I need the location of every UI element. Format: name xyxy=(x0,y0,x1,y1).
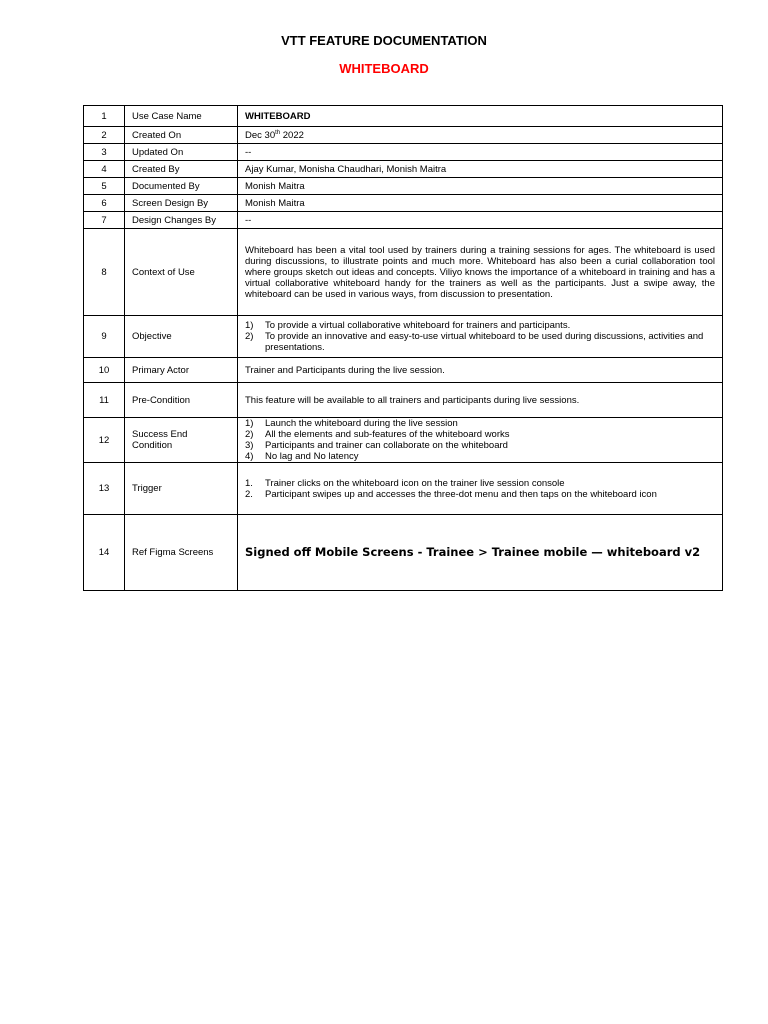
trigger-list xyxy=(245,478,715,500)
table-row xyxy=(84,178,723,195)
row-number: 10 xyxy=(84,358,125,383)
list-item: 2. Participant swipes up and accesses the three-dot menu and then taps on the whiteboard icon xyxy=(245,488,657,500)
row-label: Ref Figma Screens xyxy=(125,515,238,591)
row-number: 14 xyxy=(84,515,125,591)
list-item: 1) Launch the whiteboard during the live session xyxy=(245,418,458,429)
feature-spec-table xyxy=(83,105,723,591)
table-row xyxy=(84,463,723,515)
row-label: Screen Design By xyxy=(125,195,238,212)
row-number: 5 xyxy=(84,178,125,195)
figma-screens-link[interactable]: Signed off Mobile Screens - Trainee > Trainee mobile — whiteboard v2 xyxy=(238,515,723,591)
row-number: 11 xyxy=(84,383,125,418)
row-label: Updated On xyxy=(125,144,238,161)
row-label: Objective xyxy=(125,316,238,358)
design-changes-by-value: -- xyxy=(238,212,723,229)
row-label: Trigger xyxy=(125,463,238,515)
row-label: Pre-Condition xyxy=(125,383,238,418)
table-row xyxy=(84,106,723,127)
row-label: Context of Use xyxy=(125,229,238,316)
success-condition-list xyxy=(245,418,715,462)
success-end-condition-value xyxy=(238,418,723,463)
row-number: 2 xyxy=(84,127,125,144)
trigger-value xyxy=(238,463,723,515)
list-item: 2) All the elements and sub-features of the whiteboard works xyxy=(245,429,510,440)
row-label: Use Case Name xyxy=(125,106,238,127)
row-number: 12 xyxy=(84,418,125,463)
screen-design-by-value: Monish Maitra xyxy=(238,195,723,212)
document-subtitle: WHITEBOARD xyxy=(339,61,429,76)
table-row xyxy=(84,229,723,316)
row-label: Success End Condition xyxy=(125,418,238,463)
row-label: Documented By xyxy=(125,178,238,195)
documented-by-value: Monish Maitra xyxy=(238,178,723,195)
table-row xyxy=(84,144,723,161)
row-label: Primary Actor xyxy=(125,358,238,383)
created-on-value: Dec 30th 2022 xyxy=(238,127,723,144)
row-number: 9 xyxy=(84,316,125,358)
list-item: 2) To provide an innovative and easy-to-use virtual whiteboard to be used during discussions, activities and presentations. xyxy=(245,331,704,353)
row-number: 8 xyxy=(84,229,125,316)
row-label: Created By xyxy=(125,161,238,178)
table-row xyxy=(84,316,723,358)
table-row xyxy=(84,418,723,463)
list-item: 1) To provide a virtual collaborative whiteboard for trainers and participants. xyxy=(245,320,571,331)
primary-actor-value: Trainer and Participants during the live session. xyxy=(238,358,723,383)
row-number: 3 xyxy=(84,144,125,161)
list-item: 3) Participants and trainer can collaborate on the whiteboard xyxy=(245,440,508,451)
table-row xyxy=(84,161,723,178)
use-case-name-value: WHITEBOARD xyxy=(238,106,723,127)
row-number: 13 xyxy=(84,463,125,515)
updated-on-value: -- xyxy=(238,144,723,161)
row-number: 4 xyxy=(84,161,125,178)
objective-list xyxy=(245,320,715,353)
table-row xyxy=(84,212,723,229)
document-title: VTT FEATURE DOCUMENTATION xyxy=(281,33,487,48)
created-by-value: Ajay Kumar, Monisha Chaudhari, Monish Maitra xyxy=(238,161,723,178)
row-number: 6 xyxy=(84,195,125,212)
row-label: Design Changes By xyxy=(125,212,238,229)
table-row xyxy=(84,515,723,591)
table-row xyxy=(84,383,723,418)
objective-value xyxy=(238,316,723,358)
row-number: 1 xyxy=(84,106,125,127)
table-row xyxy=(84,358,723,383)
context-of-use-value: Whiteboard has been a vital tool used by trainers during a training sessions for ages. The whiteboard is used during discussions, to illustrate points and much more. Whiteboard has also been a curial collaboration tool where groups sketch out ideas and concepts. Viliyo knows the importance of a whiteboard in training and has a virtual collaborative whiteboard handy for the trainers as well as the participants. Just a swipe away, the whiteboard can be used in various ways, from discussion to presentation. xyxy=(238,229,723,316)
list-item: 1. Trainer clicks on the whiteboard icon on the trainer live session console xyxy=(245,477,565,489)
table-row xyxy=(84,195,723,212)
row-label: Created On xyxy=(125,127,238,144)
table-row xyxy=(84,127,723,144)
pre-condition-value: This feature will be available to all trainers and participants during live sessions. xyxy=(238,383,723,418)
row-number: 7 xyxy=(84,212,125,229)
list-item: 4) No lag and No latency xyxy=(245,451,359,462)
